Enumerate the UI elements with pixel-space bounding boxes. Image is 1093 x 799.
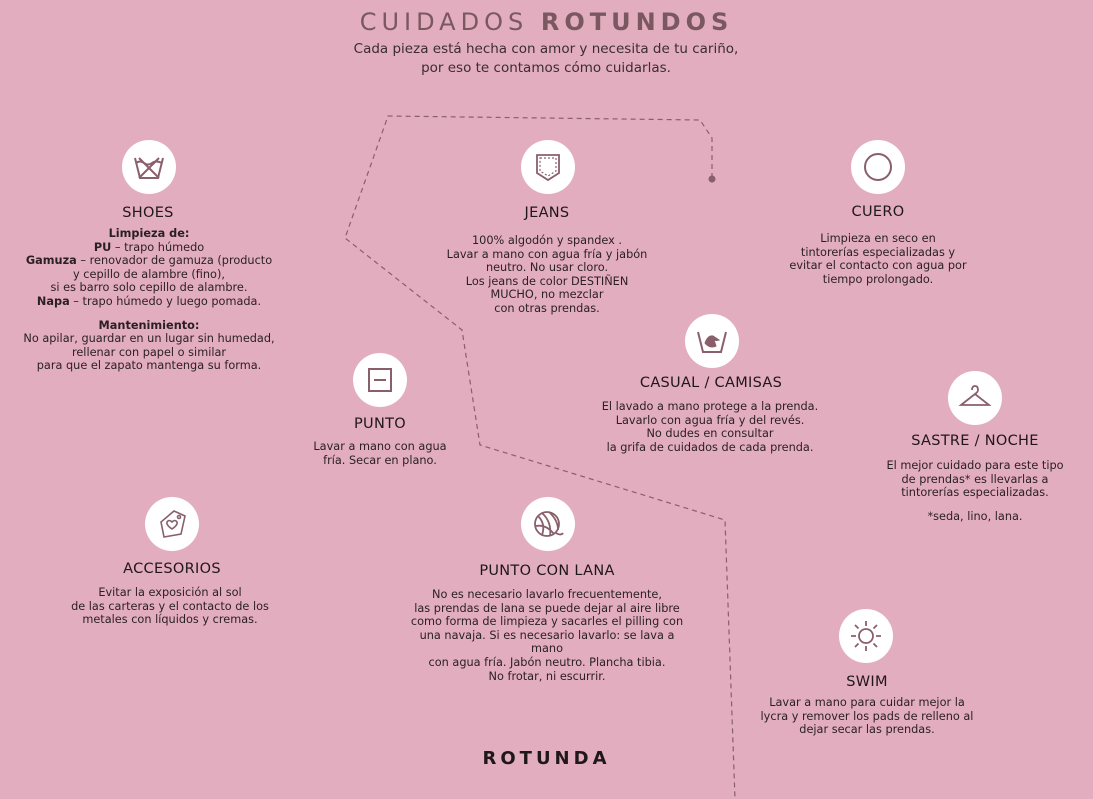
punto-lana-line: las prendas de lana se puede dejar al aire libre: [414, 601, 680, 615]
sastre-line: de prendas* es llevarlas a: [901, 472, 1049, 486]
swim-line: lycra y remover los pads de relleno al: [760, 709, 974, 723]
hanger-icon: [957, 380, 993, 416]
punto-line: fría. Secar en plano.: [323, 453, 437, 467]
maintenance-line: rellenar con papel o similar: [71, 345, 227, 359]
maintenance-heading: Mantenimiento:: [98, 318, 200, 332]
jeans-text: [412, 234, 682, 316]
punto-lana-line: una navaja. Si es necesario lavarlo: se lava a mano: [419, 628, 675, 656]
cuero-title: CUERO: [851, 204, 905, 220]
sastre-note: *seda, lino, lana.: [927, 509, 1023, 523]
cuero-text: [758, 232, 998, 286]
punto-lana-title: PUNTO CON LANA: [479, 563, 615, 579]
gamuza-label: Gamuza: [25, 254, 77, 268]
shoes-title: SHOES: [122, 205, 174, 221]
punto-lana-icon-badge: [521, 497, 575, 551]
accesorios-title: ACCESORIOS: [123, 561, 221, 577]
sastre-icon-badge: [948, 371, 1002, 425]
jeans-line: Los jeans de color DESTIÑEN: [465, 274, 629, 288]
napa-label: Napa: [36, 294, 70, 308]
accesorios-line: de las carteras y el contacto de los: [71, 599, 269, 613]
subtitle-line: por eso te contamos cómo cuidarlas.: [421, 60, 671, 76]
jeans-line: neutro. No usar cloro.: [485, 261, 609, 275]
casual-icon-badge: [685, 314, 739, 368]
punto-lana-line: como forma de limpieza y sacarles el pilling con: [410, 615, 684, 629]
casual-line: No dudes en consultar: [646, 427, 774, 441]
jeans-line: Lavar a mano con agua fría y jabón: [446, 247, 648, 261]
pu-label: PU: [93, 240, 112, 254]
shoes-text: [14, 227, 284, 373]
swim-line: Lavar a mano para cuidar mejor la: [769, 696, 965, 709]
casual-line: El lavado a mano protege a la prenda.: [601, 400, 819, 413]
yarn-ball-icon: [530, 506, 566, 542]
casual-line: Lavarlo con agua fría y del revés.: [615, 413, 805, 427]
tag-heart-icon: [154, 506, 190, 542]
sastre-line: tintorerías especializadas.: [901, 486, 1049, 500]
swim-line: dejar secar las prendas.: [799, 723, 935, 737]
cuero-line: evitar el contacto con agua por: [789, 259, 967, 273]
jeans-icon-badge: [521, 140, 575, 194]
dry-clean-circle-icon: [860, 149, 896, 185]
accesorios-line: Evitar la exposición al sol: [98, 586, 242, 599]
sun-icon: [848, 618, 884, 654]
hand-wash-icon: [694, 323, 730, 359]
punto-lana-line: No frotar, ni escurrir.: [488, 669, 606, 683]
punto-lana-line: con agua fría. Jabón neutro. Plancha tibia.: [428, 655, 666, 669]
jeans-line: MUCHO, no mezclar: [490, 288, 604, 302]
accesorios-line: metales con líquidos y cremas.: [82, 613, 258, 627]
subtitle-line: Cada pieza está hecha con amor y necesita de tu cariño,: [353, 41, 739, 57]
punto-lana-line: No es necesario lavarlo frecuentemente,: [432, 588, 662, 601]
shoes-icon-badge: [122, 140, 176, 194]
wash-basin-crossed-icon: [131, 149, 167, 185]
brand-logo: ROTUNDA: [482, 748, 611, 769]
casual-title: CASUAL / CAMISAS: [639, 375, 783, 391]
shoes-cleaning-heading: Limpieza de:: [108, 227, 190, 240]
cuero-line: tintorerías especializadas y: [800, 245, 956, 259]
punto-title: PUNTO: [354, 416, 406, 432]
sastre-line: El mejor cuidado para este tipo: [886, 459, 1064, 472]
sastre-text: [855, 459, 1093, 523]
napa-text: – trapo húmedo y luego pomada.: [69, 294, 262, 308]
pu-text: – trapo húmedo: [111, 240, 205, 254]
jeans-line: con otras prendas.: [494, 301, 600, 315]
cuero-line: Limpieza en seco en: [820, 232, 936, 245]
cuero-icon-badge: [851, 140, 905, 194]
maintenance-line: para que el zapato mantenga su forma.: [36, 359, 262, 373]
cuero-line: tiempo prolongado.: [822, 272, 934, 286]
jeans-title: JEANS: [524, 205, 570, 221]
title-light: CUIDADOS: [359, 8, 529, 36]
jeans-pocket-icon: [530, 149, 566, 185]
sastre-title: SASTRE / NOCHE: [911, 433, 1039, 449]
punto-line: Lavar a mano con agua: [313, 440, 447, 453]
punto-lana-text: [402, 588, 692, 683]
accesorios-text: [40, 586, 300, 627]
casual-line: la grifa de cuidados de cada prenda.: [606, 440, 814, 454]
title-bold: ROTUNDOS: [540, 8, 734, 36]
swim-text: [742, 696, 992, 737]
swim-icon-badge: [839, 609, 893, 663]
maintenance-line: No apilar, guardar en un lugar sin humedad,: [23, 332, 275, 346]
gamuza-line: y cepillo de alambre (fino),: [73, 267, 225, 281]
dry-flat-icon: [362, 362, 398, 398]
gamuza-line: si es barro solo cepillo de alambre.: [50, 281, 248, 295]
jeans-line: 100% algodón y spandex .: [471, 234, 623, 247]
gamuza-text: – renovador de gamuza (producto: [76, 254, 273, 268]
punto-icon-badge: [353, 353, 407, 407]
accesorios-icon-badge: [145, 497, 199, 551]
swim-title: SWIM: [846, 674, 888, 690]
casual-text: [580, 400, 840, 454]
punto-text: [300, 440, 460, 467]
